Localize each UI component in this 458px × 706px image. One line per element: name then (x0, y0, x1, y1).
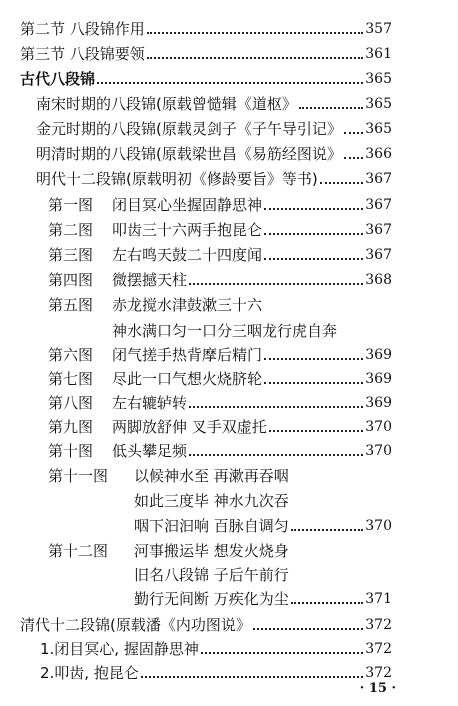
toc-entry-page: 372 (365, 617, 392, 633)
toc-entry-page: 369 (365, 371, 392, 387)
figure-label: 第五图 (48, 296, 94, 314)
figure-text: 神水满口匀一口分三咽龙行虎自奔 (112, 322, 338, 340)
dot-leader (189, 282, 363, 285)
figure-label: 第九图 (48, 418, 94, 436)
figure-text: 左右辘轳转 (112, 394, 188, 412)
toc-entry (20, 610, 392, 634)
toc-entry-title: 2.叩齿, 抱昆仑 (40, 664, 139, 682)
figure-label: 第十一图 (48, 467, 109, 485)
toc-entry-page: 371 (365, 591, 392, 607)
toc-entry (36, 139, 392, 163)
figure-continuation (134, 511, 392, 535)
toc-entry (40, 658, 392, 682)
toc-entry-title: 清代十二段锦(原载潘《内功图说》 (20, 616, 251, 634)
figure-label: 第十图 (48, 442, 94, 460)
toc-entry-page: 367 (365, 171, 392, 187)
toc-entry-page: 370 (365, 518, 392, 534)
figure-entry (48, 364, 392, 388)
figure-entry (48, 215, 392, 239)
toc-entry-title: 第二节 八段锦作用 (20, 20, 145, 38)
figure-entry (48, 436, 392, 460)
figure-text: 低头攀足频 (112, 442, 188, 460)
toc-entry (20, 39, 392, 63)
figure-label: 第六图 (48, 346, 94, 364)
figure-text: 赤龙搅水津鼓漱三十六 (112, 296, 263, 314)
dot-leader (264, 357, 363, 360)
figure-label: 第二图 (48, 221, 94, 239)
dot-leader (344, 156, 363, 159)
figure-text: 闭气搓手热背摩后精门 (112, 346, 263, 364)
figure-text: 叩齿三十六两手抱昆仑 (112, 221, 263, 239)
toc-entry-page: 370 (365, 419, 392, 435)
figure-label: 第三图 (48, 246, 94, 264)
dot-leader (264, 381, 363, 384)
toc-entry (36, 114, 392, 138)
figure-text: 河事搬运毕 想发火烧身 (134, 542, 289, 560)
dot-leader (147, 31, 363, 34)
figure-text: 两脚放舒伸 叉手双虚托 (112, 418, 267, 436)
figure-text: 闭目冥心坐握固静思神 (112, 196, 263, 214)
toc-entry-page: 365 (365, 96, 392, 112)
figure-text: 以候神水至 再漱再吞咽 (134, 467, 289, 485)
toc-entry-page: 357 (365, 21, 392, 37)
figure-text: 勤行无间断 万疾化为尘 (134, 590, 289, 608)
figure-text: 如此三度毕 神水九次吞 (134, 492, 289, 510)
toc-entry-page: 370 (365, 443, 392, 459)
toc-entry-title: 第三节 八段锦要领 (20, 45, 145, 63)
toc-entry-page: 369 (365, 395, 392, 411)
figure-continuation (134, 486, 289, 510)
toc-entry-page: 366 (365, 146, 392, 162)
dot-leader (264, 207, 363, 210)
toc-entry-title: 古代八段锦 (20, 70, 96, 88)
dot-leader (189, 405, 363, 408)
dot-leader (264, 232, 363, 235)
toc-entry-page: 372 (365, 665, 392, 681)
toc-entry (40, 634, 392, 658)
figure-continuation (112, 316, 337, 340)
dot-leader (201, 651, 363, 654)
figure-entry (48, 340, 392, 364)
toc-entry-page: 361 (365, 46, 392, 62)
figure-label: 第七图 (48, 370, 94, 388)
figure-label: 第八图 (48, 394, 94, 412)
figure-label: 第十二图 (48, 542, 109, 560)
figure-entry (48, 265, 392, 289)
figure-entry (48, 290, 262, 314)
dot-leader (269, 429, 363, 432)
figure-entry (48, 240, 392, 264)
dot-leader (291, 528, 363, 531)
figure-label: 第一图 (48, 196, 94, 214)
figure-entry (48, 190, 392, 214)
dot-leader (253, 627, 363, 630)
toc-section-heading (20, 64, 392, 88)
dot-leader (299, 106, 363, 109)
toc-entry (36, 89, 392, 113)
figure-text: 尽此一口气想火烧脐轮 (112, 370, 263, 388)
figure-entry (48, 461, 289, 485)
figure-label: 第四图 (48, 271, 94, 289)
figure-text: 咽下汩汩响 百脉自调匀 (134, 517, 289, 535)
toc-entry-page: 367 (365, 197, 392, 213)
toc-entry-title: 明清时期的八段锦(原载梁世昌《易筋经图说》 (36, 145, 342, 163)
figure-entry (48, 412, 392, 436)
figure-text: 旧名八段锦 子后午前行 (134, 566, 289, 584)
dot-leader (344, 131, 363, 134)
toc-entry-page: 367 (365, 247, 392, 263)
figure-text: 左右鸣天鼓二十四度闻 (112, 246, 263, 264)
toc-entry-page: 372 (365, 641, 392, 657)
dot-leader (97, 81, 363, 84)
figure-continuation (134, 560, 289, 584)
toc-entry-title: 明代十二段锦(原载明初《修龄要旨》等书) (36, 170, 318, 188)
toc-entry-title: 金元时期的八段锦(原载灵剑子《子午导引记》 (36, 120, 342, 138)
toc-entry-page: 365 (365, 121, 392, 137)
dot-leader (141, 675, 363, 678)
page-number: · 15 · (359, 681, 396, 696)
toc-entry-title: 1.闭目冥心, 握固静思神 (40, 640, 199, 658)
dot-leader (291, 601, 363, 604)
toc-entry-title: 南宋时期的八段锦(原载曾慥辑《道枢》 (36, 95, 297, 113)
toc-entry-page: 365 (365, 71, 392, 87)
figure-entry (48, 388, 392, 412)
figure-text: 微摆撼天柱 (112, 271, 188, 289)
figure-entry (48, 536, 289, 560)
dot-leader (264, 257, 363, 260)
toc-entry-page: 367 (365, 222, 392, 238)
dot-leader (147, 56, 363, 59)
figure-continuation (134, 584, 392, 608)
toc-entry-page: 368 (365, 272, 392, 288)
toc-entry (36, 164, 392, 188)
toc-entry (20, 14, 392, 38)
toc-entry-page: 369 (365, 347, 392, 363)
dot-leader (320, 181, 364, 184)
dot-leader (189, 453, 363, 456)
